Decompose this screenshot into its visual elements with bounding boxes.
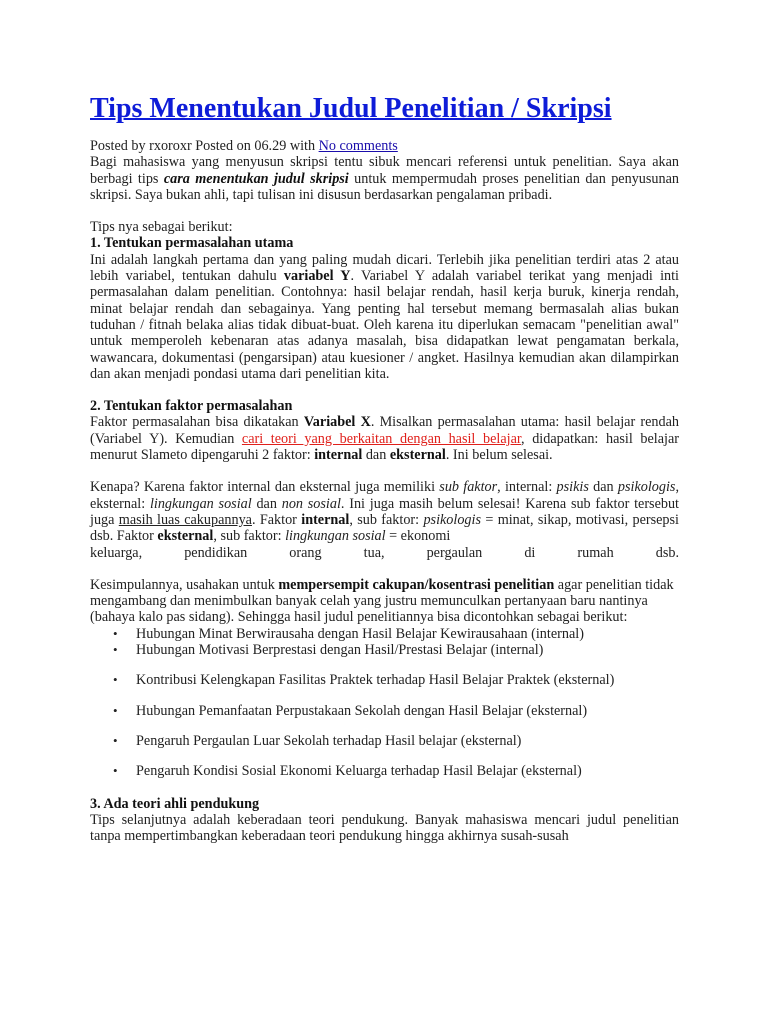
s2b-bold-eksternal: eksternal: [157, 528, 214, 545]
s1-bold-variabel-y: variabel Y: [283, 268, 351, 285]
s2c-text-2: agar penelitian tidak mengambang dan menimbulkan banyak celah yang justru memunculkan pertanyaan baru nantinya (bahaya kalo pas sidang). Sehingga hasil judul penelitiannya bisa dicontohkan sebagai berikut:: [90, 576, 674, 626]
s2a-text-4: dan: [362, 447, 390, 464]
s2a-text-2: . Misalkan permasalahan utama: hasil belajar rendah (Variabel Y). Kemudian: [90, 414, 679, 447]
intro-emphasis: cara menentukan judul skripsi: [163, 170, 349, 187]
s2b-text-9: = minat, sikap, motivasi, persepsi dsb. Faktor: [90, 511, 679, 545]
s2b-text-8: , sub faktor:: [349, 511, 424, 528]
s2a-text-5: . Ini belum selesai.: [445, 447, 553, 464]
s2b-text-1: Kenapa? Karena faktor internal dan eksternal juga memiliki: [90, 479, 440, 496]
s2b-it-psikis: psikis: [556, 479, 589, 496]
list-item: • Hubungan Pemanfaatan Perpustakaan Sekolah dengan Hasil Belajar (eksternal): [90, 703, 679, 719]
s2b-it-lingkungan-sosial: lingkungan sosial: [149, 495, 252, 512]
example-titles-list: [90, 626, 679, 780]
s2b-it-non-sosial: non sosial: [281, 495, 341, 512]
s2b-bold-internal: internal: [301, 511, 350, 528]
list-item: • Hubungan Motivasi Berprestasi dengan Hasil/Prestasi Belajar (internal): [90, 642, 679, 658]
s2b-it-sub-faktor: sub faktor: [439, 479, 498, 496]
posted-on-label: Posted on: [191, 138, 255, 154]
section-2-paragraph-a: [90, 414, 679, 463]
article-title[interactable]: Tips Menentukan Judul Penelitian / Skripsi: [90, 93, 612, 124]
s1-text-1: Ini adalah langkah pertama dan yang paling mudah dicari. Terlebih jika penelitian terdiri atas 2 atau lebih variabel, tentukan dahulu: [90, 251, 679, 285]
s2b-text-5: dan: [251, 495, 282, 512]
list-item: • Pengaruh Kondisi Sosial Ekonomi Keluarga terhadap Hasil Belajar (eksternal): [90, 763, 679, 779]
s2b-it-psikologis-2: psikologis: [423, 511, 481, 528]
list-item: • Hubungan Minat Berwirausaha dengan Hasil Belajar Kewirausahaan (internal): [90, 626, 679, 642]
s2b-text-2: , internal:: [497, 479, 557, 496]
s2b-text-3: dan: [588, 479, 618, 496]
s2b-text-4: , eksternal:: [90, 479, 679, 512]
s2b-text-10: , sub faktor:: [213, 528, 286, 545]
s2b-it-lingkungan-sosial-2: lingkungan sosial: [285, 528, 386, 545]
s2c-text-1: Kesimpulannya, usahakan untuk: [90, 576, 279, 593]
spacer: [90, 561, 679, 577]
section-2-paragraph-b: [90, 479, 679, 544]
post-meta: [90, 138, 679, 154]
list-item: • Pengaruh Pergaulan Luar Sekolah terhadap Hasil belajar (eksternal): [90, 733, 679, 749]
s2b-text-6: . Ini juga masih belum selesai! Karena sub faktor tersebut juga: [90, 495, 679, 528]
list-item: • Kontribusi Kelengkapan Fasilitas Praktek terhadap Hasil Belajar Praktek (eksternal): [90, 672, 679, 688]
s2b-underline: masih luas cakupannya: [118, 511, 252, 528]
posted-by-label: Posted by: [90, 138, 150, 154]
s2a-bold-eksternal: eksternal: [389, 447, 446, 464]
s2c-bold: mempersempit cakupan/kosentrasi penelitian: [278, 576, 555, 593]
section-2-paragraph-b-last-line: keluarga, pendidikan orang tua, pergaulan di rumah dsb.: [90, 544, 679, 561]
spacer: [90, 203, 679, 219]
post-time: 06.29: [254, 138, 287, 154]
intro-paragraph: [90, 154, 679, 203]
tips-intro: Tips nya sebagai berikut:: [90, 219, 233, 236]
s2b-text-7: . Faktor: [251, 511, 302, 528]
s2b-text-11: = ekonomi: [385, 528, 451, 545]
spacer: [90, 780, 679, 796]
intro-text-2: untuk mempermudah proses penelitian dan penyusunan skripsi. Saya bukan ahli, tapi tulisan ini disusun berdasarkan pengalaman pribadi.: [90, 170, 679, 203]
section-1-paragraph: [90, 252, 679, 382]
theory-link[interactable]: cari teori yang berkaitan dengan hasil belajar: [241, 430, 522, 447]
author-name: rxoroxr: [149, 138, 192, 154]
s2a-bold-internal: internal: [314, 447, 363, 464]
spacer: [90, 463, 679, 479]
section-3-heading: 3. Ada teori ahli pendukung: [90, 795, 260, 812]
section-3-paragraph: Tips selanjutnya adalah keberadaan teori pendukung. Banyak mahasiswa mencari judul penelitian tanpa mempertimbangkan keberadaan teori pendukung hingga akhirnya susah-susah: [90, 811, 679, 845]
with-label: with: [286, 138, 319, 154]
s2a-text-1: Faktor permasalahan bisa dikatakan: [90, 414, 304, 431]
intro-text-1: Bagi mahasiswa yang menyusun skripsi tentu sibuk mencari referensi untuk penelitian. Saya akan berbagi tips: [90, 154, 679, 187]
section-2-paragraph-c: [90, 577, 679, 626]
section-1-heading: 1. Tentukan permasalahan utama: [90, 235, 294, 252]
s2b-it-psikologis: psikologis: [617, 479, 676, 496]
spacer: [90, 382, 679, 398]
section-2-heading: 2. Tentukan faktor permasalahan: [90, 398, 293, 415]
article-body: [90, 138, 679, 844]
s2a-text-3: , didapatkan: hasil belajar menurut Slameto dipengaruhi 2 faktor:: [90, 430, 679, 464]
comments-link[interactable]: No comments: [318, 138, 398, 154]
s2a-bold-variabel-x: Variabel X: [303, 414, 371, 431]
s1-text-2: . Variabel Y adalah variabel terikat yang menjadi inti permasalahan dalam penelitian. Contohnya: hasil belajar rendah, hasil kerja buruk, kinerja rendah, minat belajar rendah dan sebagainya. Yang penting hal tersebut memang bermasalah alias bukan tuduhan / fitnah belaka alias tidak dibuat-buat. Oleh karena itu diperlukan semacam "penelitian awal" untuk memperoleh kebenaran atas adanya masalah, bisa didapatkan lewat pengamatan berkala, wawancara, dokumentasi (pengarsipan) atau kuesioner / angket. Hasilnya kemudian akan dilampirkan dan akan menjadi pondasi utama dari penelitian kita.: [90, 268, 679, 382]
